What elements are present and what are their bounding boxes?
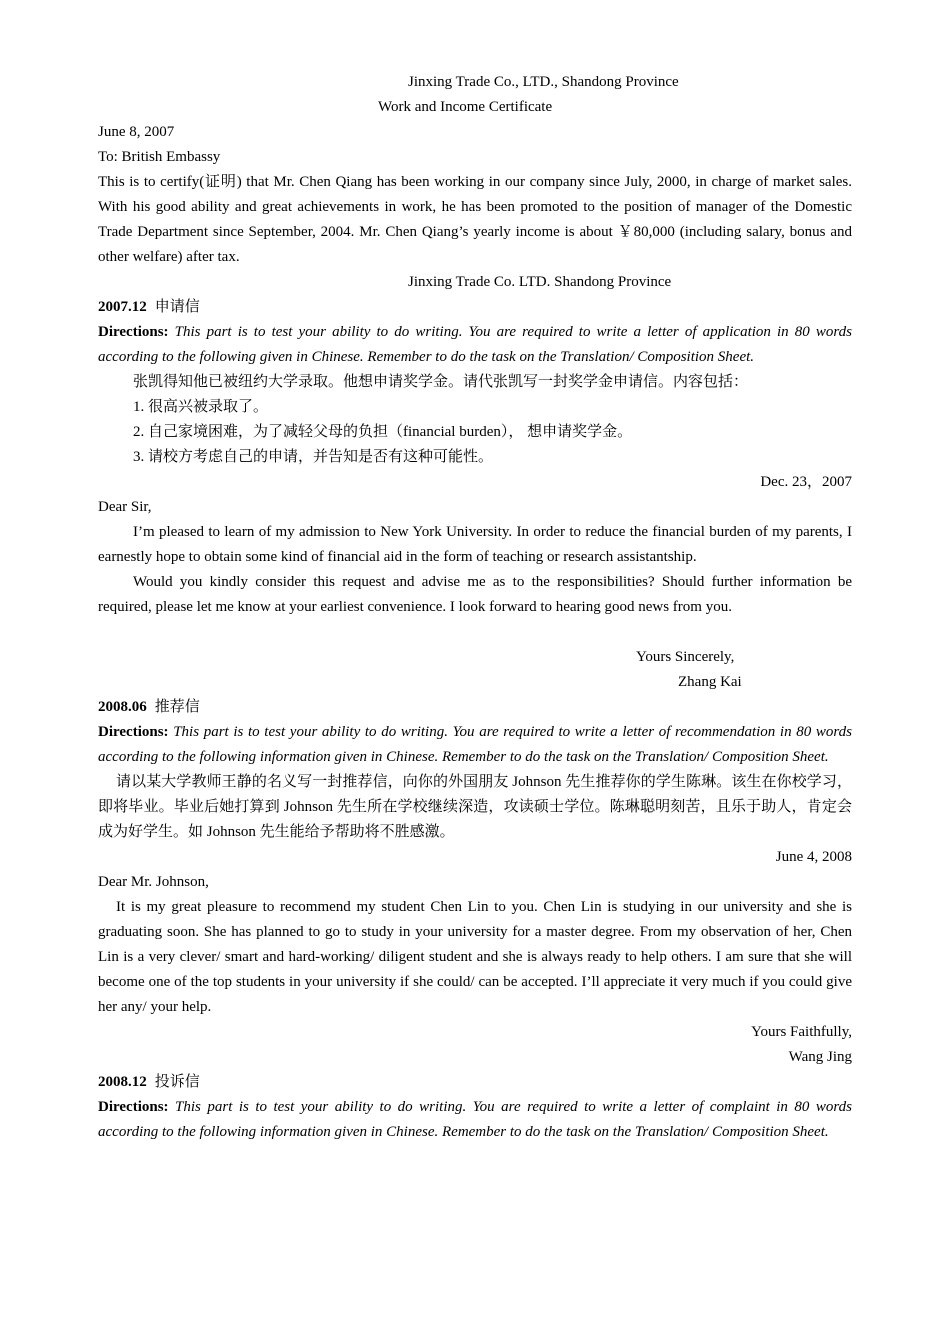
chinese-prompt: 请以某大学教师王静的名义写一封推荐信，向你的外国朋友 Johnson 先生推荐你的学生陈琳。该生在你校学习，即将毕业。毕业后她打算到 Johnson 先生所在学校继续深造，攻读硕士学位。陈琳聪明刻苦，且乐于助人，肯定会成为好学生。如 Johnson 先生能给予帮助将不胜感激。: [98, 774, 852, 840]
section-topic: 申请信: [154, 299, 200, 315]
letter-closing: Yours Sincerely,: [636, 649, 735, 665]
directions-text: This part is to test your ability to do writing. You are required to write a letter of complaint in 80 words according to the following information given in Chinese. Remember to do the task on the Translation/ Composition Sheet.: [98, 1099, 853, 1140]
directions-label: Directions:: [98, 1099, 169, 1115]
letter-paragraph: I’m pleased to learn of my admission to New York University. In order to reduce the financial burden of my parents, I earnestly hope to obtain some kind of financial aid in the form of teaching or research assistantship.: [98, 524, 852, 565]
section-year: 2008.12: [98, 1074, 147, 1090]
letter-closing: Yours Faithfully,: [751, 1024, 852, 1040]
section-heading-2008-12: [98, 1070, 852, 1095]
section-year: 2007.12: [98, 299, 147, 315]
letter-date: Dec. 23，2007: [760, 474, 852, 490]
section-year: 2008.06: [98, 699, 147, 715]
certificate-signature: Jinxing Trade Co. LTD. Shandong Province: [408, 274, 672, 290]
company-header: Jinxing Trade Co., LTD., Shandong Province: [408, 74, 679, 90]
chinese-prompt: 张凯得知他已被纽约大学录取。他想申请奖学金。请代张凯写一封奖学金申请信。内容包括：: [133, 374, 749, 390]
directions-text: This part is to test your ability to do writing. You are required to write a letter of recommendation in 80 words according to the following information given in Chinese. Remember to do the task on the Translation/ Composition Sheet.: [98, 724, 853, 765]
directions-label: Directions:: [98, 724, 169, 740]
letter-signer: Wang Jing: [788, 1049, 852, 1065]
letter-date: June 4, 2008: [775, 849, 852, 865]
certificate-title: Work and Income Certificate: [378, 99, 553, 115]
certificate-date: June 8, 2007: [98, 124, 175, 140]
certificate-body: This is to certify(证明) that Mr. Chen Qiang has been working in our company since July, 2000, in charge of market sales. With his good ability and great achievements in work, he has been promoted to the position of manager of the Domestic Trade Department since September, 2004. Mr. Chen Qiang’s yearly income is about ￥80,000 (including salary, bonus and other welfare) after tax.: [98, 174, 852, 265]
certificate-recipient: To: British Embassy: [98, 149, 221, 165]
prompt-item: 1. 很高兴被录取了。: [133, 399, 269, 415]
section-topic: 推荐信: [154, 699, 200, 715]
document-page: [98, 70, 852, 1145]
directions-block: [98, 320, 852, 370]
section-heading-2007-12: [98, 295, 852, 320]
directions-text: This part is to test your ability to do writing. You are required to write a letter of application in 80 words according to the following given in Chinese. Remember to do the task on the Translation/ Composition Sheet.: [98, 324, 853, 365]
directions-block: [98, 1095, 852, 1145]
section-heading-2008-06: [98, 695, 852, 720]
directions-block: [98, 720, 852, 770]
letter-signer: Zhang Kai: [678, 674, 742, 690]
prompt-item: 2. 自己家境困难，为了减轻父母的负担（financial burden）， 想申请奖学金。: [133, 424, 633, 440]
letter-paragraph: Would you kindly consider this request and advise me as to the responsibilities? Should further information be required, please let me know at your earliest convenience. I look forward to hearing good news from you.: [98, 574, 852, 615]
letter-paragraph: It is my great pleasure to recommend my student Chen Lin to you. Chen Lin is studying in our university and she is graduating soon. She has planned to go to study in your university for a master degree. From my observation of her, Chen Lin is a very clever/ smart and hard-working/ diligent student and she is always ready to help others. I am sure that she will become one of the top students in your university if she could/ can be accepted. I’ll appreciate it very much if you could give her any/ your help.: [98, 899, 852, 1015]
prompt-item: 3. 请校方考虑自己的申请，并告知是否有这种可能性。: [133, 449, 494, 465]
letter-salutation: Dear Mr. Johnson,: [98, 874, 209, 890]
section-topic: 投诉信: [154, 1074, 200, 1090]
spacer: [98, 620, 852, 645]
letter-salutation: Dear Sir,: [98, 499, 152, 515]
directions-label: Directions:: [98, 324, 169, 340]
